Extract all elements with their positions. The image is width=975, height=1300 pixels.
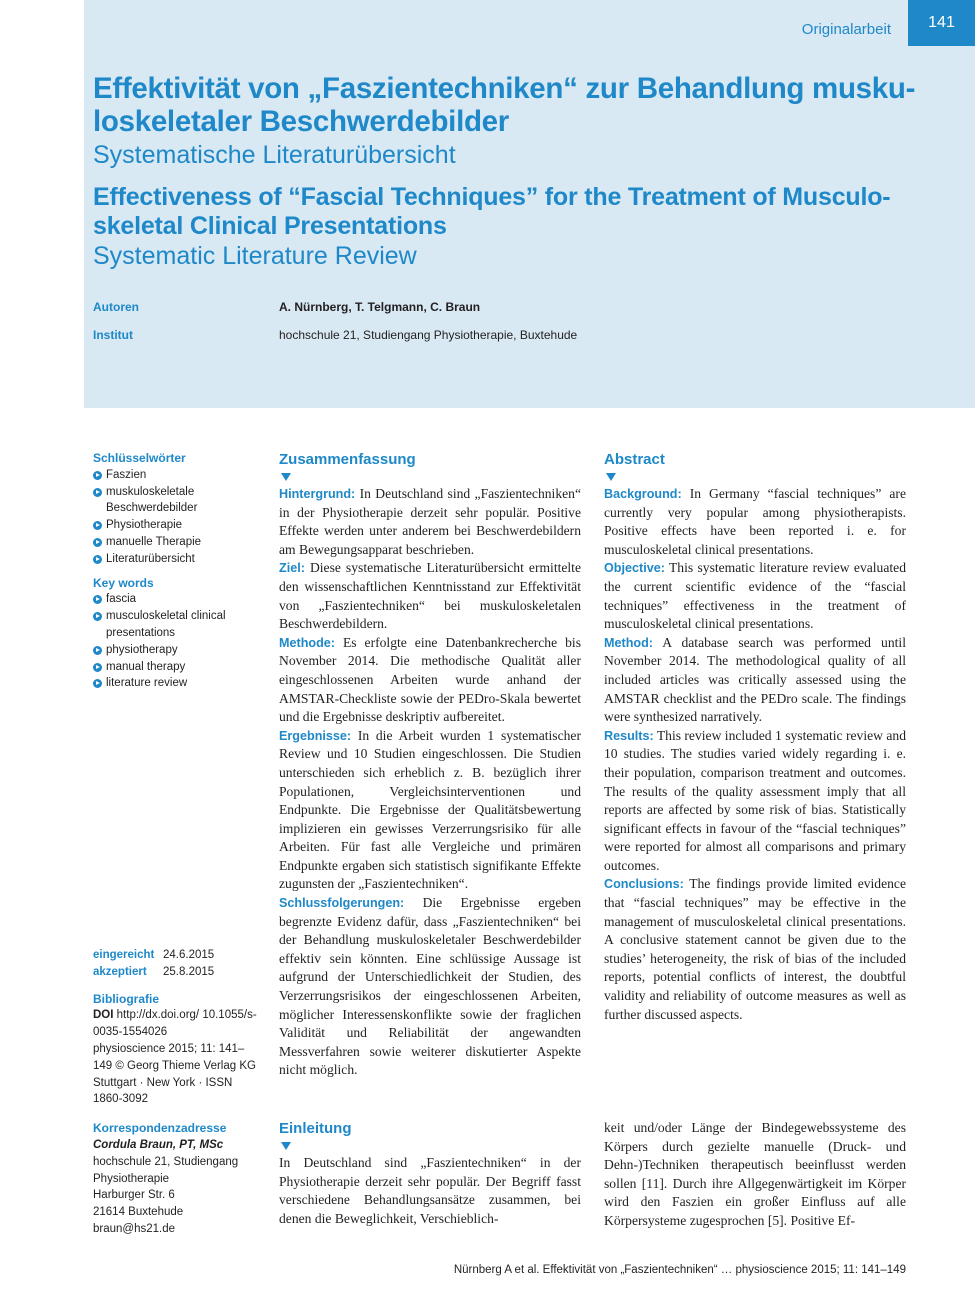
correspondence-name: Cordula Braun, PT, MSc	[93, 1138, 224, 1151]
abstract-paragraph: Ergebnisse: In die Arbeit wurden 1 systematischer Review und 10 Studien eingeschlossen. Die Studien unterschieden sich erheblich z. B. bezüglich ihrer Populationen, Vergleichsinterventionen und Endpunkte. Die Ergebnisse der Qualitätsbewertung implizieren ein gewisses Verzerrungsrisiko für alle Arbeiten. Für fast alle Vergleiche und primären Endpunkte ergaben sich statistisch signifikante Effekte zugunsten der „Faszientechniken“.	[279, 727, 581, 892]
abstract-heading: Abstract	[604, 451, 665, 468]
authors: A. Nürnberg, T. Telgmann, C. Braun	[279, 300, 481, 314]
keyword-item: manuelle Therapie	[93, 534, 253, 551]
abstract-paragraph: Schlussfolgerungen: Die Ergebnisse ergeben begrenzte Evidenz dafür, dass „Faszientechniken“ bei der Behandlung muskuloskeletaler Beschwerdebilder effektiv sein könnten. Eine schlüssige Aussage ist aufgrund der Unterschiedlichkeit der Studien, des Verzerrungsrisikos der eingeschlossenen Arbeiten, möglicher Interessenskonflikte sowie der fraglichen Validität und Reliabilität der angewandten Messverfahren sowie weiterer diskutierter Aspekte nicht möglich.	[279, 895, 581, 1078]
keyword-item: physiotherapy	[93, 642, 253, 659]
subtitle-german: Systematische Literaturübersicht	[93, 141, 456, 169]
keyword-item: Faszien	[93, 467, 253, 484]
abstract-paragraph: Background: In Germany “fascial techniques” are currently very popular among physiotherapists. Positive effects have been reported i. e. for musculoskeletal clinical presentations.	[604, 486, 906, 557]
correspondence-email[interactable]: braun@hs21.de	[93, 1222, 176, 1235]
section-label: Originalarbeit	[801, 21, 891, 38]
subtitle-english: Systematic Literature Review	[93, 242, 417, 270]
bibliography-title: Bibliografie	[93, 991, 160, 1006]
keywords-de-title: Schlüsselwörter	[93, 451, 186, 465]
triangle-marker-icon	[281, 1142, 291, 1150]
keyword-item: muskuloskeletale Beschwerdebilder	[93, 484, 253, 518]
keyword-item: fascia	[93, 591, 253, 608]
abstract-paragraph: Ziel: Diese systematische Literaturübersicht ermittelte den wissenschaftlichen Kenntnisstand zur Effektivität von „Faszientechniken“ bei muskuloskeletalen Beschwerdebildern.	[279, 560, 581, 632]
keyword-item: musculoskeletal clinical presentations	[93, 608, 253, 642]
page-number: 141	[908, 0, 975, 46]
correspondence-title: Korrespondenzadresse	[93, 1121, 227, 1136]
correspondence-line: Harburger Str. 6	[93, 1189, 175, 1202]
citation: physioscience 2015; 11: 141–149 © Georg Thieme Verlag KG Stuttgart · New York · ISSN 1860-3092	[93, 1042, 256, 1106]
keywords-block	[93, 450, 253, 692]
keywords-en-list	[93, 591, 253, 692]
einleitung-column	[279, 1120, 581, 1228]
einleitung-continued	[604, 1119, 906, 1231]
abstract-paragraph: Hintergrund: In Deutschland sind „Faszientechniken“ in der Physiotherapie derzeit sehr populär. Positive Effekte werden unter anderem bei Beschwerdebildern am Bewegungsapparat beschrieben.	[279, 486, 581, 557]
accepted-label: akzeptiert	[93, 965, 147, 978]
title-english: Effectiveness of “Fascial Techniques” for the Treatment of Musculoskeletal Clinical Presentations	[93, 183, 891, 240]
correspondence-line: hochschule 21, Studiengang Physiotherapie	[93, 1155, 239, 1185]
keyword-item: Physiotherapie	[93, 517, 253, 534]
einleitung-heading: Einleitung	[279, 1120, 352, 1137]
triangle-marker-icon	[606, 473, 616, 481]
abstract-paragraph: Objective: This systematic literature review evaluated the current scientific evidence of the “fascial techniques” effectiveness in the treatment of musculoskeletal clinical presentations.	[604, 560, 906, 632]
abstract-paragraph: Results: This review included 1 systematic review and 10 studies. The studies varied widely regarding i. e. their population, comparison treatment and outcomes. The results of the quality assessment imply that all reports are affected by some risk of bias. Statistically significant effects in favour of the “fascial techniques” were reported for almost all comparisons and primary outcomes.	[604, 727, 906, 873]
zusammenfassung-column	[279, 451, 581, 1080]
keywords-de-list	[93, 467, 253, 568]
triangle-marker-icon	[281, 473, 291, 481]
body-paragraph: In Deutschland sind „Faszientechniken“ in der Physiotherapie derzeit sehr populär. Der Begriff fasst verschiedene Behandlungsansätze zusammen, bei denen die Beweglichkeit, Verschieblich-	[279, 1155, 581, 1226]
keyword-item: literature review	[93, 675, 253, 692]
received-date: 24.6.2015	[163, 949, 215, 961]
correspondence-line: 21614 Buxtehude	[93, 1206, 184, 1219]
body-paragraph: keit und/oder Länge der Bindegewebssysteme des Körpers durch gezielte manuelle (Druck- und Dehn-)Techniken therapeutisch beeinflusst werden sollen [11]. Durch ihre Allgegenwärtigkeit im Körper wird den Faszien ein großer Einfluss auf alle Körpersysteme zugesprochen [5]. Positive Ef-	[604, 1120, 906, 1228]
institute-label: Institut	[93, 328, 133, 342]
keyword-item: manual therapy	[93, 659, 253, 676]
institute: hochschule 21, Studiengang Physiotherapie, Buxtehude	[279, 328, 578, 342]
abstract-column	[604, 451, 906, 1024]
abstract-paragraph: Methode: Es erfolgte eine Datenbankrecherche bis November 2014. Die methodische Qualität aller eingeschlossenen Arbeiten wurde anhand der AMSTAR-Checkliste sowie der PEDro-Skala bewertet und die Ergebnisse deskriptiv aufbereitet.	[279, 634, 581, 725]
received-label: eingereicht	[93, 949, 155, 961]
publication-info	[93, 947, 258, 1238]
page-footer: Nürnberg A et al. Effektivität von „Faszientechniken“ … physioscience 2015; 11: 141–149	[453, 1264, 906, 1276]
title-german: Effektivität von „Faszientechniken“ zur Behandlung muskuloskeletaler Beschwerdebilder	[93, 72, 916, 138]
doi-link[interactable]: http://dx.doi.org/ 10.1055/s-0035-1554026	[93, 1009, 257, 1039]
zusammenfassung-heading: Zusammenfassung	[279, 451, 416, 468]
doi	[93, 1007, 258, 1041]
abstract-paragraph: Method: A database search was performed until November 2014. The methodological quality of all included articles was critically assessed using the AMSTAR checklist and the PEDro scale. The findings were synthesized narratively.	[604, 634, 906, 725]
authors-label: Autoren	[93, 300, 139, 314]
keyword-item: Literaturübersicht	[93, 551, 253, 568]
doi-label: DOI	[93, 1009, 114, 1022]
accepted-date: 25.8.2015	[163, 965, 215, 978]
keywords-en-title: Key words	[93, 575, 154, 590]
abstract-paragraph: Conclusions: The findings provide limited evidence that “fascial techniques” may be effective in the management of musculoskeletal clinical presentations. A conclusive statement cannot be given due to the studies’ heterogeneity, the risk of bias of the included reports, potential conflicts of interest, the doubtful validity and reliability of outcome measures as well as further discussed aspects.	[604, 876, 906, 1022]
